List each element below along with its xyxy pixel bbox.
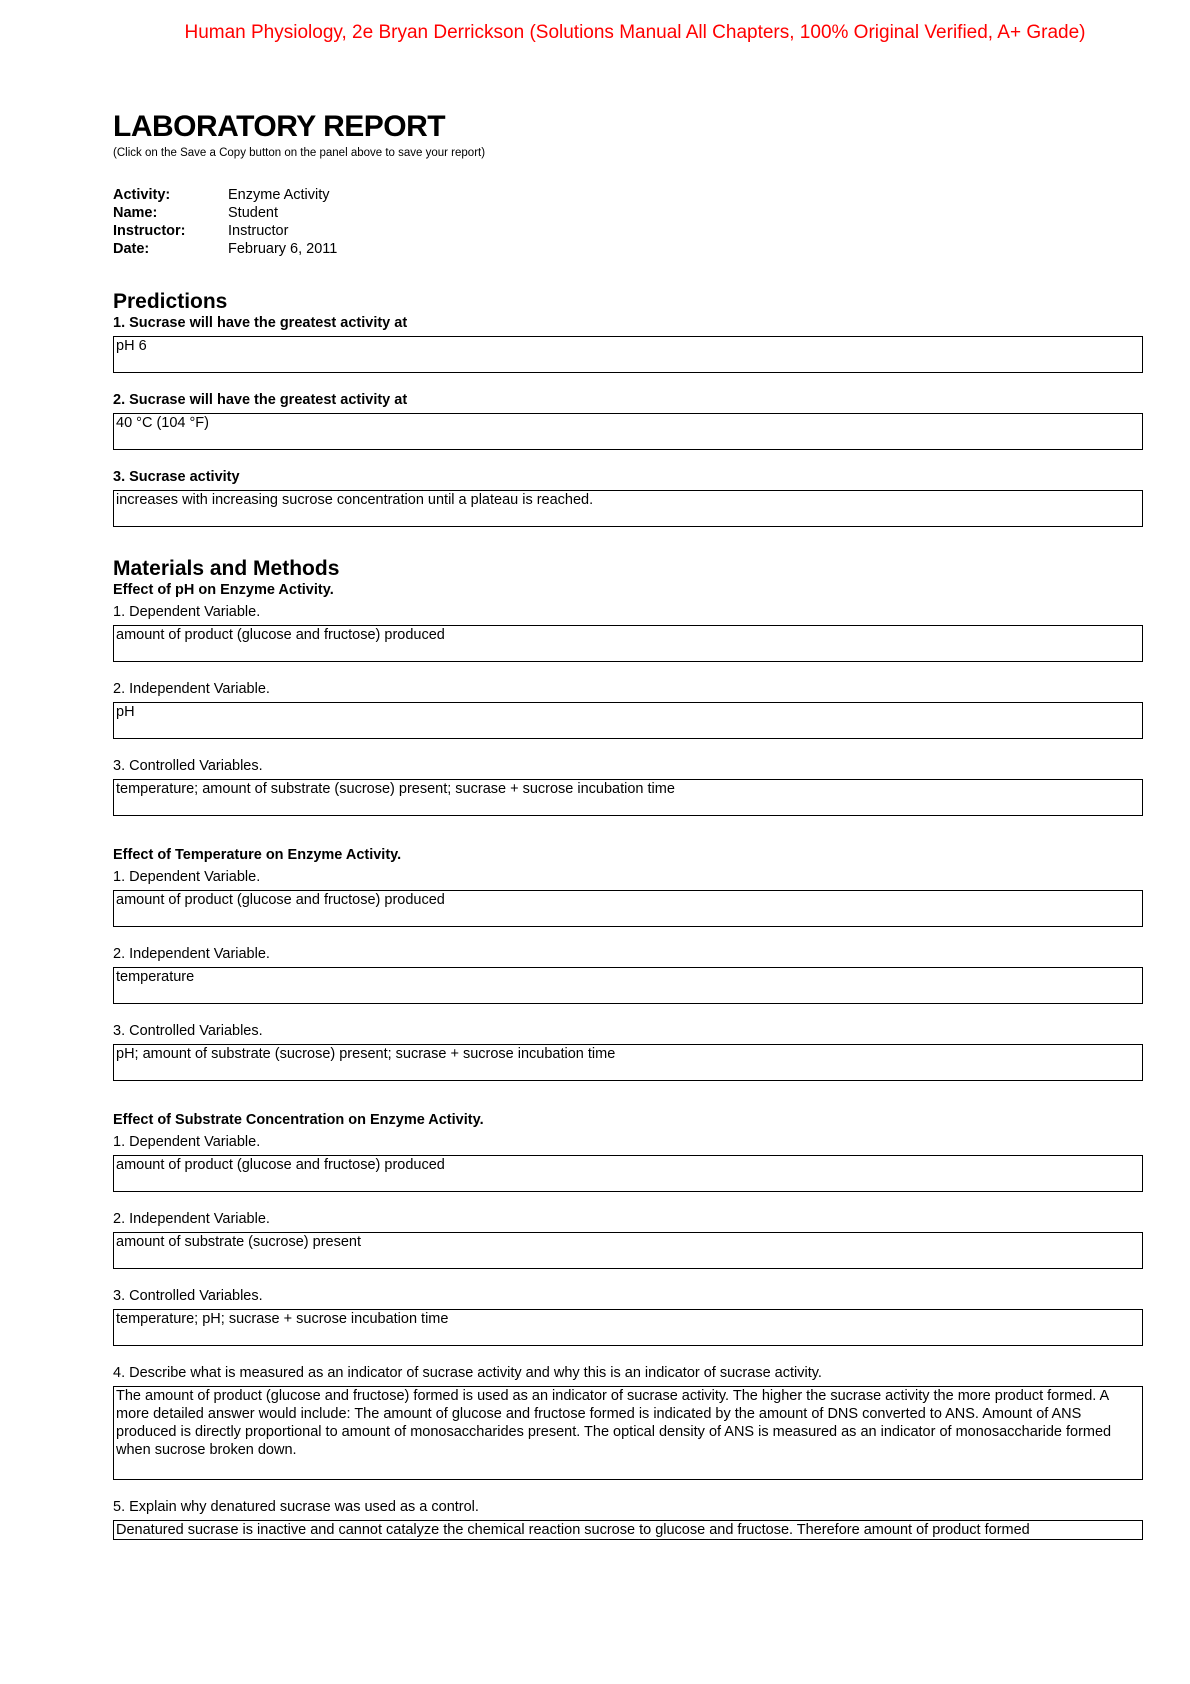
method-question: 1. Dependent Variable. <box>113 869 261 885</box>
method-question: 3. Controlled Variables. <box>113 1288 263 1304</box>
method-answer-field[interactable]: amount of product (glucose and fructose) produced <box>113 890 1143 927</box>
info-label: Date: <box>113 241 150 257</box>
method-answer-field[interactable]: amount of product (glucose and fructose) produced <box>113 1155 1143 1192</box>
method-question: 3. Controlled Variables. <box>113 1023 263 1039</box>
method-question: 2. Independent Variable. <box>113 1211 270 1227</box>
prediction-answer-field[interactable]: 40 °C (104 °F) <box>113 413 1143 450</box>
info-row-date <box>113 240 1143 258</box>
ph-subheading: Effect of pH on Enzyme Activity. <box>113 582 334 598</box>
prediction-question: 2. Sucrase will have the greatest activity at <box>113 392 408 408</box>
method-answer-field[interactable]: The amount of product (glucose and fructose) formed is used as an indicator of sucrase activity. The higher the sucrase activity the more product formed. A more detailed answer would include: The amount of glucose and fructose formed is indicated by the amount of DNS converted to ANS. Amount of ANS produced is directly proportional to amount of monosaccharides present. The optical density of ANS is measured as an indicator of monosaccharide formed when sucrose broken down. <box>113 1386 1143 1480</box>
method-answer-field[interactable]: amount of substrate (sucrose) present <box>113 1232 1143 1269</box>
info-value: Student <box>228 205 278 221</box>
substrate-subheading: Effect of Substrate Concentration on Enzyme Activity. <box>113 1112 484 1128</box>
prediction-question: 1. Sucrase will have the greatest activity at <box>113 315 408 331</box>
info-label: Instructor: <box>113 223 186 239</box>
info-row-name <box>113 204 1143 222</box>
prediction-question: 3. Sucrase activity <box>113 469 240 485</box>
temperature-subheading: Effect of Temperature on Enzyme Activity. <box>113 847 402 863</box>
method-answer-field[interactable]: temperature; pH; sucrase + sucrose incubation time <box>113 1309 1143 1346</box>
info-value: February 6, 2011 <box>228 241 338 257</box>
predictions-heading: Predictions <box>113 290 228 313</box>
methods-heading: Materials and Methods <box>113 557 340 580</box>
method-answer-field[interactable]: amount of product (glucose and fructose) produced <box>113 625 1143 662</box>
method-answer-field[interactable]: pH; amount of substrate (sucrose) present; sucrase + sucrose incubation time <box>113 1044 1143 1081</box>
info-value: Instructor <box>228 223 289 239</box>
method-question: 4. Describe what is measured as an indicator of sucrase activity and why this is an indicator of sucrase activity. <box>113 1365 822 1381</box>
report-title: LABORATORY REPORT <box>113 110 446 143</box>
method-question: 2. Independent Variable. <box>113 946 270 962</box>
method-question: 2. Independent Variable. <box>113 681 270 697</box>
info-label: Name: <box>113 205 158 221</box>
report-subtitle: (Click on the Save a Copy button on the panel above to save your report) <box>113 147 486 159</box>
info-row-activity <box>113 186 1143 204</box>
report-content <box>113 110 1143 1540</box>
document-banner: Human Physiology, 2e Bryan Derrickson (Solutions Manual All Chapters, 100% Original Verified, A+ Grade) <box>184 22 1086 43</box>
method-answer-field[interactable]: Denatured sucrase is inactive and cannot catalyze the chemical reaction sucrose to glucose and fructose. Therefore amount of product formed <box>113 1520 1143 1540</box>
method-answer-field[interactable]: temperature; amount of substrate (sucrose) present; sucrase + sucrose incubation time <box>113 779 1143 816</box>
method-question: 1. Dependent Variable. <box>113 1134 261 1150</box>
method-question: 5. Explain why denatured sucrase was used as a control. <box>113 1499 479 1515</box>
info-value: Enzyme Activity <box>228 187 330 203</box>
method-answer-field[interactable]: temperature <box>113 967 1143 1004</box>
method-answer-field[interactable]: pH <box>113 702 1143 739</box>
report-info <box>113 186 1143 258</box>
info-row-instructor <box>113 222 1143 240</box>
prediction-answer-field[interactable]: increases with increasing sucrose concentration until a plateau is reached. <box>113 490 1143 527</box>
info-label: Activity: <box>113 187 171 203</box>
method-question: 3. Controlled Variables. <box>113 758 263 774</box>
prediction-answer-field[interactable]: pH 6 <box>113 336 1143 373</box>
method-question: 1. Dependent Variable. <box>113 604 261 620</box>
